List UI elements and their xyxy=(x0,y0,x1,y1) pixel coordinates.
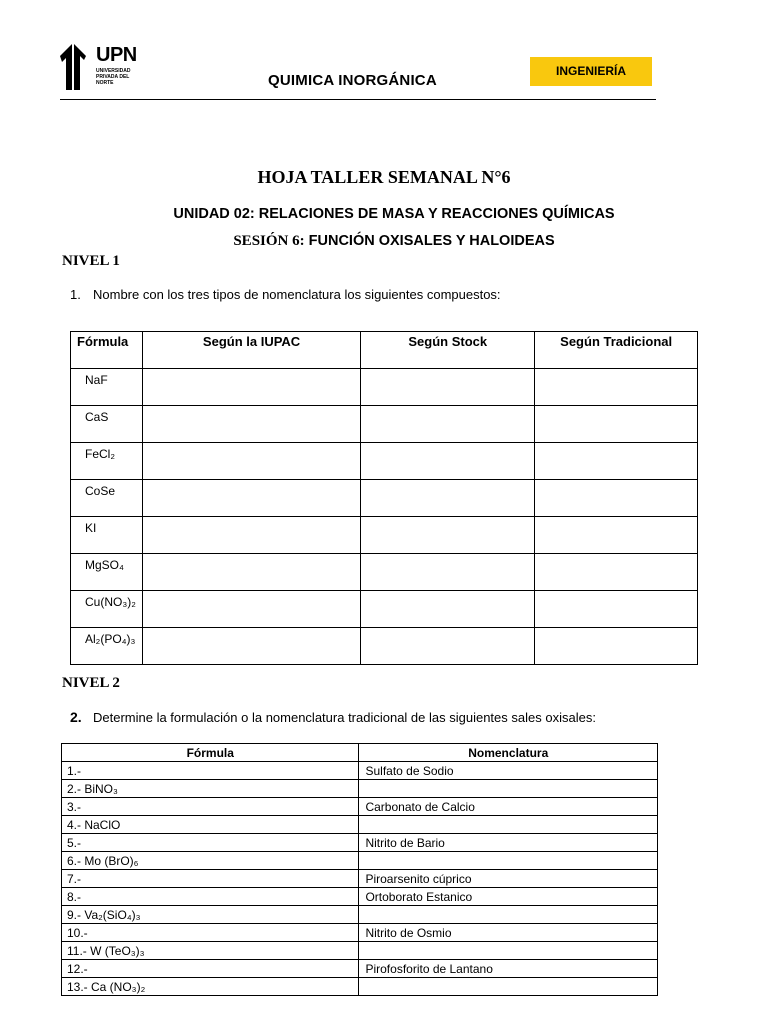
question-1-number: 1. xyxy=(70,287,81,302)
iupac-cell[interactable] xyxy=(142,554,360,591)
col-header-formula: Fórmula xyxy=(62,744,359,762)
traditional-cell[interactable] xyxy=(535,591,698,628)
stock-cell[interactable] xyxy=(361,369,535,406)
col-header-formula: Fórmula xyxy=(71,332,143,369)
formula-cell[interactable]: 7.- xyxy=(62,870,359,888)
nomenclature-cell[interactable] xyxy=(359,978,658,996)
question-1-text: Nombre con los tres tipos de nomenclatura los siguientes compuestos: xyxy=(93,287,501,302)
table-row xyxy=(71,517,698,554)
table-row xyxy=(71,480,698,517)
table-row xyxy=(62,834,658,852)
traditional-cell[interactable] xyxy=(535,517,698,554)
stock-cell[interactable] xyxy=(361,628,535,665)
stock-cell[interactable] xyxy=(361,591,535,628)
formula-cell: CoSe xyxy=(71,480,143,517)
iupac-cell[interactable] xyxy=(142,480,360,517)
nomenclature-cell[interactable] xyxy=(359,942,658,960)
formula-cell[interactable]: 9.- Va₂(SiO₄)₃ xyxy=(62,906,359,924)
formula-cell: CaS xyxy=(71,406,143,443)
formula-cell[interactable]: 8.- xyxy=(62,888,359,906)
nomenclature-cell[interactable]: Ortoborato Estanico xyxy=(359,888,658,906)
table-row xyxy=(62,798,658,816)
formula-cell: MgSO₄ xyxy=(71,554,143,591)
stock-cell[interactable] xyxy=(361,406,535,443)
iupac-cell[interactable] xyxy=(142,406,360,443)
col-header-nomenclature: Nomenclatura xyxy=(359,744,658,762)
formula-cell: FeCl₂ xyxy=(71,443,143,480)
session-name: FUNCIÓN OXISALES Y HALOIDEAS xyxy=(304,233,555,249)
course-title: QUIMICA INORGÁNICA xyxy=(268,72,437,89)
table-row xyxy=(62,906,658,924)
nomenclature-cell[interactable]: Nitrito de Bario xyxy=(359,834,658,852)
question-2-number: 2. xyxy=(70,709,82,725)
table-row xyxy=(62,888,658,906)
header-divider xyxy=(60,99,656,100)
formula-cell[interactable]: 11.- W (TeO₃)₃ xyxy=(62,942,359,960)
oxisales-table xyxy=(61,743,658,996)
formula-cell: NaF xyxy=(71,369,143,406)
question-1 xyxy=(70,287,501,302)
nomenclature-cell[interactable]: Sulfato de Sodio xyxy=(359,762,658,780)
session-prefix: SESIÓN 6: xyxy=(233,233,305,249)
table-row xyxy=(62,780,658,798)
table-row xyxy=(71,443,698,480)
iupac-cell[interactable] xyxy=(142,443,360,480)
table-row xyxy=(71,628,698,665)
question-2 xyxy=(70,709,596,725)
formula-cell: Cu(NO₃)₂ xyxy=(71,591,143,628)
table-header-row xyxy=(71,332,698,369)
nomenclature-cell[interactable]: Nitrito de Osmio xyxy=(359,924,658,942)
nomenclature-table xyxy=(70,331,698,665)
traditional-cell[interactable] xyxy=(535,406,698,443)
formula-cell[interactable]: 4.- NaClO xyxy=(62,816,359,834)
logo-text: UPN xyxy=(96,44,137,66)
stock-cell[interactable] xyxy=(361,554,535,591)
nomenclature-cell[interactable] xyxy=(359,780,658,798)
faculty-badge: INGENIERÍA xyxy=(530,57,652,86)
traditional-cell[interactable] xyxy=(535,369,698,406)
table-row xyxy=(62,960,658,978)
formula-cell[interactable]: 13.- Ca (NO₃)₂ xyxy=(62,978,359,996)
formula-cell[interactable]: 1.- xyxy=(62,762,359,780)
formula-cell: Al₂(PO₄)₃ xyxy=(71,628,143,665)
nomenclature-cell[interactable]: Pirofosforito de Lantano xyxy=(359,960,658,978)
formula-cell[interactable]: 10.- xyxy=(62,924,359,942)
formula-cell[interactable]: 12.- xyxy=(62,960,359,978)
level-1-title: NIVEL 1 xyxy=(62,253,120,269)
formula-cell[interactable]: 5.- xyxy=(62,834,359,852)
sheet-title: HOJA TALLER SEMANAL N°6 xyxy=(257,167,511,187)
table-row xyxy=(71,591,698,628)
traditional-cell[interactable] xyxy=(535,554,698,591)
iupac-cell[interactable] xyxy=(142,517,360,554)
unit-title: UNIDAD 02: RELACIONES DE MASA Y REACCIONES QUÍMICAS xyxy=(173,206,615,222)
table-row xyxy=(71,554,698,591)
table-row xyxy=(71,369,698,406)
formula-cell[interactable]: 2.- BiNO₃ xyxy=(62,780,359,798)
table-header-row xyxy=(62,744,658,762)
iupac-cell[interactable] xyxy=(142,591,360,628)
stock-cell[interactable] xyxy=(361,480,535,517)
nomenclature-cell[interactable]: Carbonato de Calcio xyxy=(359,798,658,816)
nomenclature-cell[interactable] xyxy=(359,816,658,834)
level-2-title: NIVEL 2 xyxy=(62,675,120,691)
formula-cell: KI xyxy=(71,517,143,554)
table-row xyxy=(62,852,658,870)
session-title xyxy=(0,233,768,250)
formula-cell[interactable]: 3.- xyxy=(62,798,359,816)
nomenclature-cell[interactable] xyxy=(359,852,658,870)
stock-cell[interactable] xyxy=(361,517,535,554)
logo-subtext: UNIVERSIDAD PRIVADA DEL NORTE xyxy=(96,68,131,86)
col-header-stock: Según Stock xyxy=(361,332,535,369)
iupac-cell[interactable] xyxy=(142,369,360,406)
table-row xyxy=(62,816,658,834)
traditional-cell[interactable] xyxy=(535,628,698,665)
formula-cell[interactable]: 6.- Mo (BrO)₆ xyxy=(62,852,359,870)
table-row xyxy=(62,978,658,996)
table-row xyxy=(62,762,658,780)
traditional-cell[interactable] xyxy=(535,443,698,480)
table-row xyxy=(62,942,658,960)
upn-logo-icon xyxy=(60,44,94,90)
col-header-iupac: Según la IUPAC xyxy=(142,332,360,369)
question-2-text: Determine la formulación o la nomenclatura tradicional de las siguientes sales oxisales: xyxy=(93,710,596,725)
stock-cell[interactable] xyxy=(361,443,535,480)
iupac-cell[interactable] xyxy=(142,628,360,665)
table-row xyxy=(71,406,698,443)
upn-logo xyxy=(60,44,137,92)
col-header-traditional: Según Tradicional xyxy=(535,332,698,369)
table-row xyxy=(62,924,658,942)
traditional-cell[interactable] xyxy=(535,480,698,517)
table-row xyxy=(62,870,658,888)
nomenclature-cell[interactable] xyxy=(359,906,658,924)
nomenclature-cell[interactable]: Piroarsenito cúprico xyxy=(359,870,658,888)
